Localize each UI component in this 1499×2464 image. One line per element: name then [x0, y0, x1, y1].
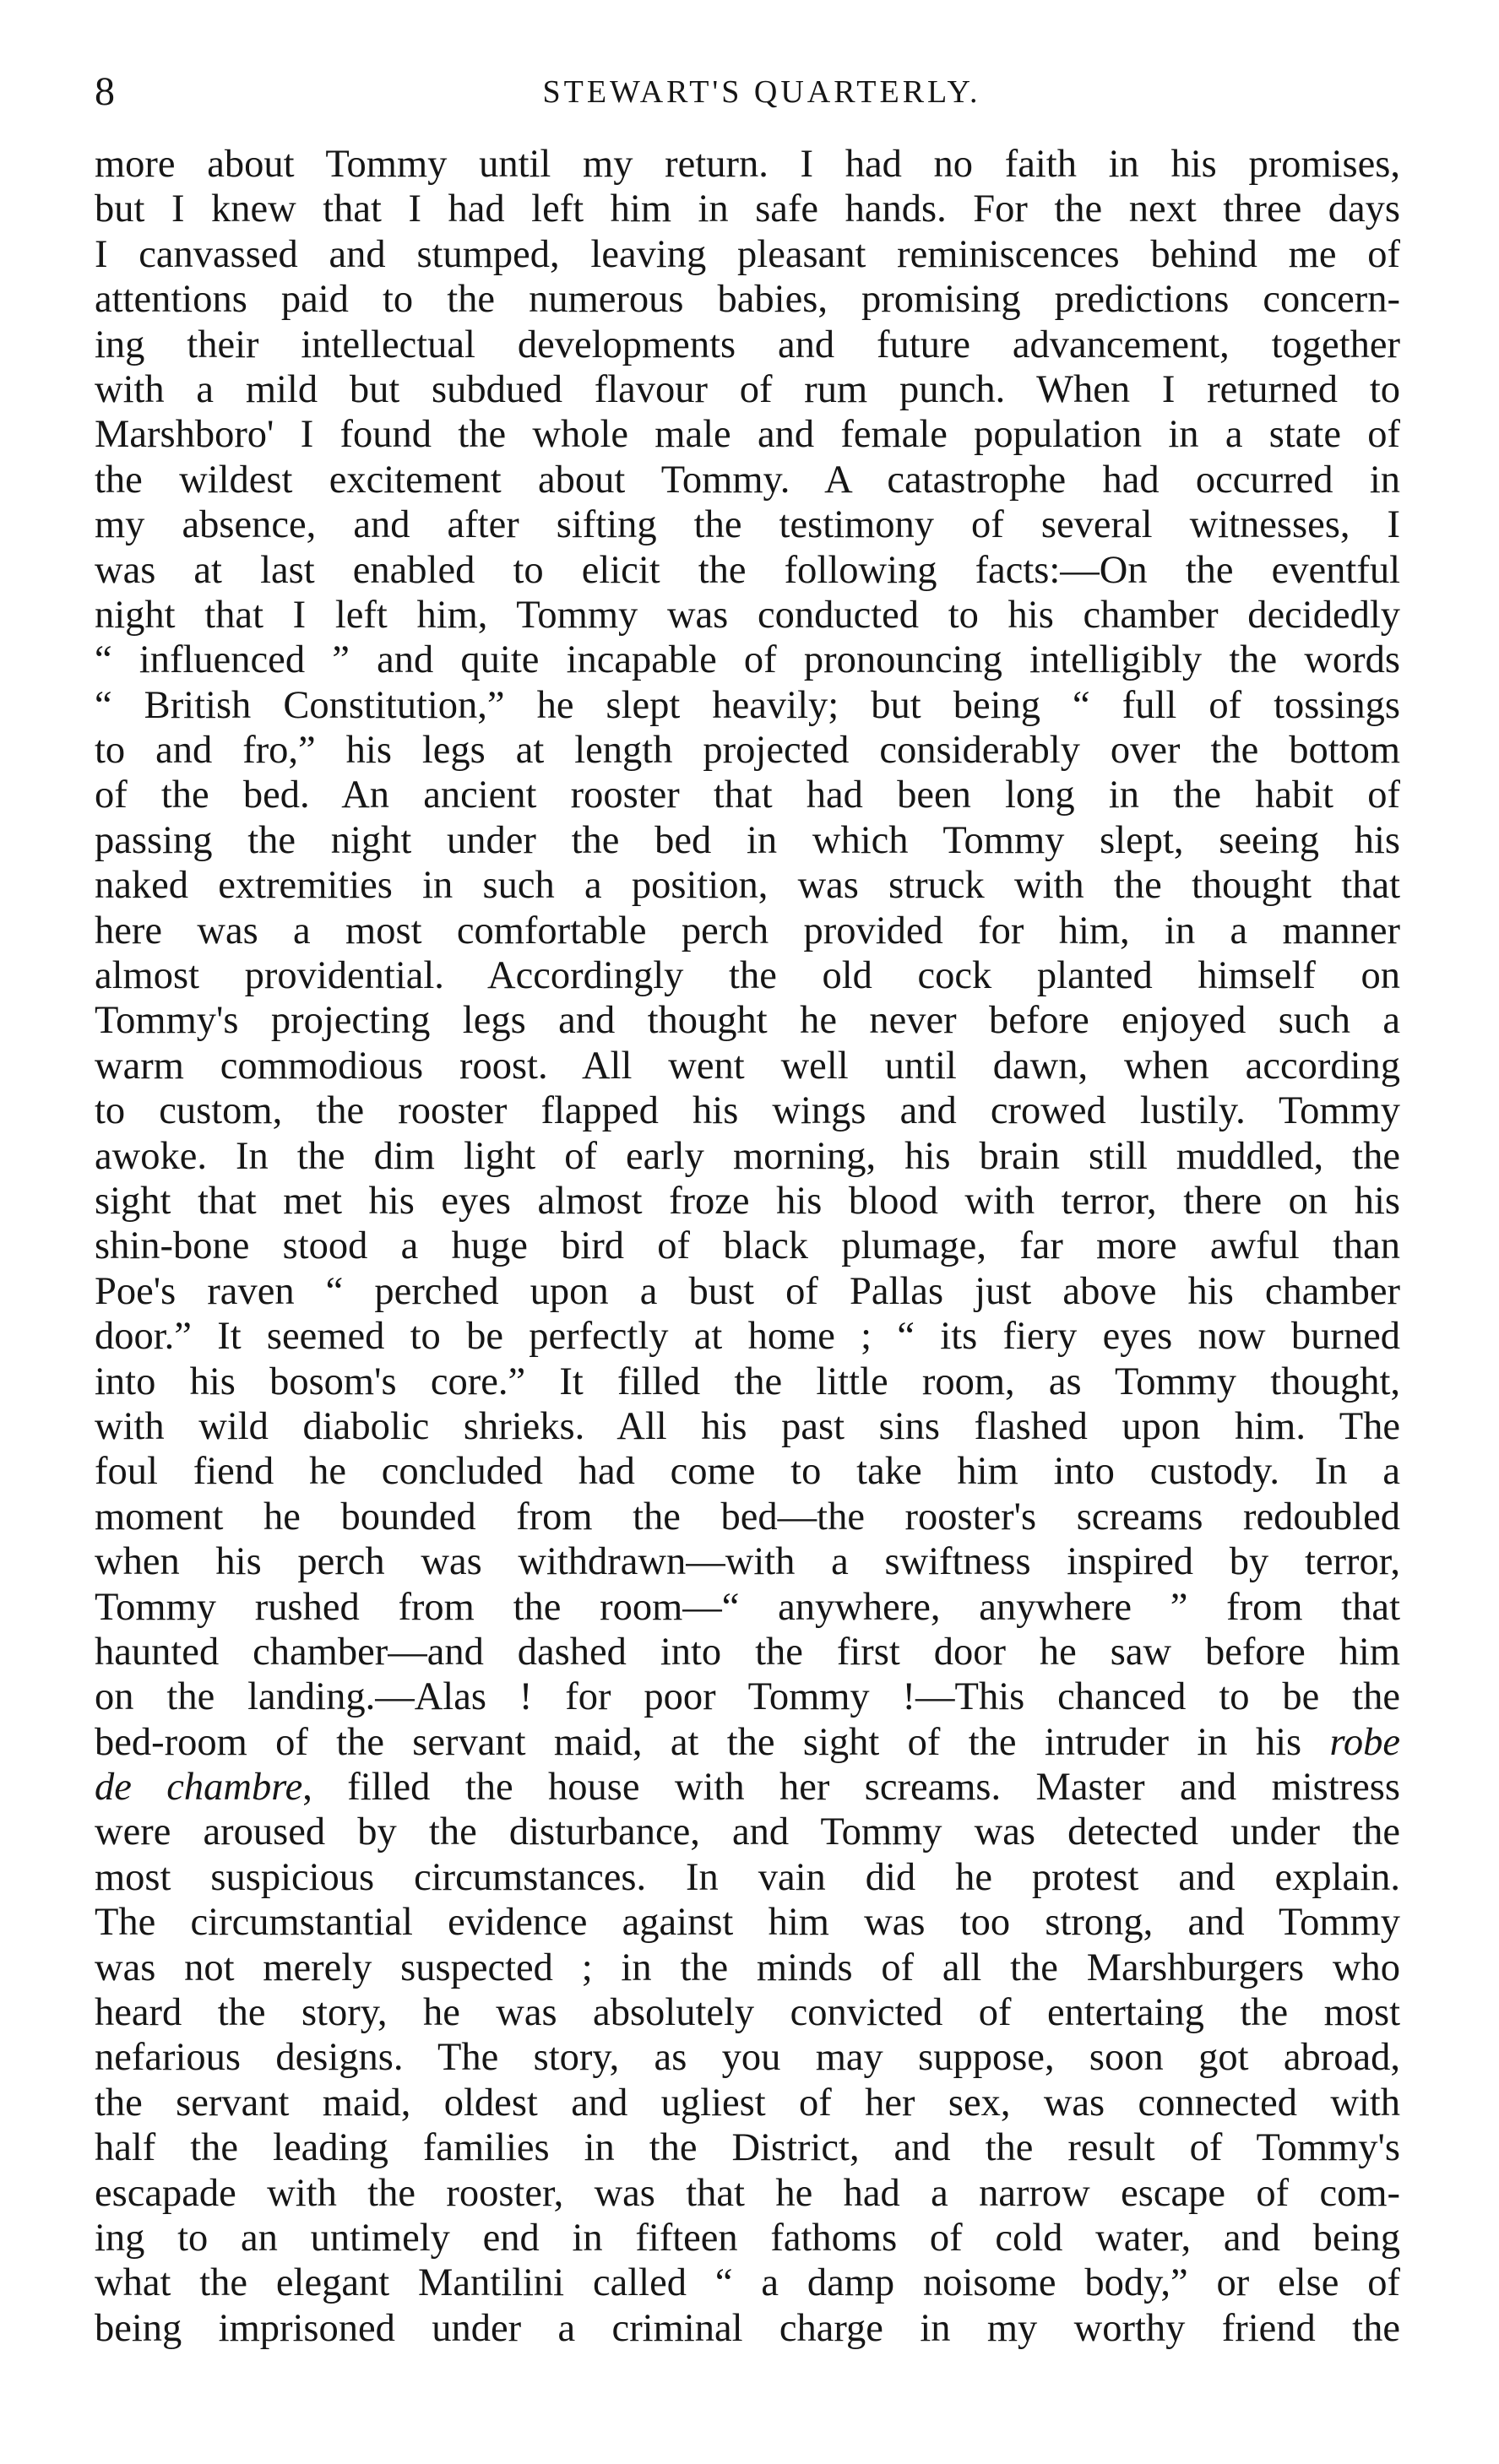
text-line: was not merely suspected ; in the minds of all the Marshburgers who [95, 1946, 1400, 1989]
text-line: “ British Constitution,” he slept heavily; but being “ full of tossings [95, 683, 1400, 727]
text-line: “ influenced ” and quite incapable of pronouncing intelligibly the words [95, 638, 1400, 682]
text-line: door.” It seemed to be perfectly at home ; “ its fiery eyes now burned [95, 1315, 1400, 1359]
italic-phrase: de chambre [95, 1766, 303, 1810]
text-line: night that I left him, Tommy was conducted to his chamber decidedly [95, 593, 1400, 637]
text-line: ing their intellectual developments and future advancement, together [95, 323, 1400, 366]
text-line: attentions paid to the numerous babies, promising predictions concern- [95, 278, 1400, 322]
text-line: moment he bounded from the bed—the rooster's screams redoubled [95, 1495, 1400, 1539]
text-line: sight that met his eyes almost froze his blood with terror, there on his [95, 1179, 1400, 1223]
text-line: shin-bone stood a huge bird of black plumage, far more awful than [95, 1224, 1400, 1268]
text-line: on the landing.—Alas ! for poor Tommy !—This chanced to be the [95, 1675, 1400, 1719]
text-line: most suspicious circumstances. In vain did he protest and explain. [95, 1855, 1400, 1899]
text-line: ing to an untimely end in fifteen fathoms of cold water, and being [95, 2216, 1400, 2260]
text-line: with wild diabolic shrieks. All his past sins flashed upon him. The [95, 1404, 1400, 1448]
text-line: half the leading families in the District, and the result of Tommy's [95, 2126, 1400, 2170]
text-line: to and fro,” his legs at length projected considerably over the bottom [95, 729, 1400, 773]
text-line: I canvassed and stumped, leaving pleasant reminiscences behind me of [95, 232, 1400, 276]
text-line: the wildest excitement about Tommy. A catastrophe had occurred in [95, 458, 1400, 502]
text-line: The circumstantial evidence against him was too strong, and Tommy [95, 1901, 1400, 1945]
text-line: heard the story, he was absolutely convicted of entertaing the most [95, 1991, 1400, 2035]
running-head [95, 62, 1412, 122]
text-line: de chambre, filled the house with her screams. Master and mistress [95, 1766, 1400, 1810]
text-line: passing the night under the bed in which Tommy slept, seeing his [95, 818, 1400, 862]
text-line: with a mild but subdued flavour of rum punch. When I returned to [95, 367, 1400, 411]
text-line: almost providential. Accordingly the old cock planted himself on [95, 954, 1400, 998]
text-line: naked extremities in such a position, was struck with the thought that [95, 864, 1400, 908]
text-line: of the bed. An ancient rooster that had been long in the habit of [95, 773, 1400, 817]
text-line: being imprisoned under a criminal charge in my worthy friend the [95, 2306, 1400, 2350]
body-text [95, 142, 1400, 2351]
running-title: STEWART'S QUARTERLY. [542, 74, 981, 110]
text-line: bed-room of the servant maid, at the sight of the intruder in his robe [95, 1720, 1400, 1764]
text-line: the servant maid, oldest and ugliest of her sex, was connected with [95, 2081, 1400, 2125]
text-line: when his perch was withdrawn—with a swiftness inspired by terror, [95, 1540, 1400, 1584]
text-line: nefarious designs. The story, as you may suppose, soon got abroad, [95, 2036, 1400, 2080]
text-line: awoke. In the dim light of early morning, his brain still muddled, the [95, 1134, 1400, 1178]
italic-phrase: robe [1329, 1720, 1400, 1764]
text-line: haunted chamber—and dashed into the first door he saw before him [95, 1630, 1400, 1674]
text-line: more about Tommy until my return. I had no faith in his promises, [95, 143, 1400, 186]
text-line: Marshboro' I found the whole male and female population in a state of [95, 413, 1400, 457]
text-line: but I knew that I had left him in safe hands. For the next three days [95, 187, 1400, 231]
text-line: here was a most comfortable perch provided for him, in a manner [95, 909, 1400, 952]
text-line: to custom, the rooster flapped his wings and crowed lustily. Tommy [95, 1089, 1400, 1133]
text-line: Tommy rushed from the room—“ anywhere, anywhere ” from that [95, 1585, 1400, 1629]
text-line: Tommy's projecting legs and thought he never before enjoyed such a [95, 999, 1400, 1043]
text-line: was at last enabled to elicit the following facts:—On the eventful [95, 548, 1400, 592]
page-number: 8 [95, 69, 115, 114]
text-line: were aroused by the disturbance, and Tommy was detected under the [95, 1810, 1400, 1854]
text-line: into his bosom's core.” It filled the little room, as Tommy thought, [95, 1360, 1400, 1403]
text-line: what the elegant Mantilini called “ a damp noisome body,” or else of [95, 2261, 1400, 2305]
text-line: escapade with the rooster, was that he had a narrow escape of com- [95, 2171, 1400, 2215]
text-line: my absence, and after sifting the testimony of several witnesses, I [95, 503, 1400, 547]
text-line: warm commodious roost. All went well until dawn, when according [95, 1044, 1400, 1088]
text-line: foul fiend he concluded had come to take him into custody. In a [95, 1450, 1400, 1494]
text-line: Poe's raven “ perched upon a bust of Pallas just above his chamber [95, 1269, 1400, 1313]
